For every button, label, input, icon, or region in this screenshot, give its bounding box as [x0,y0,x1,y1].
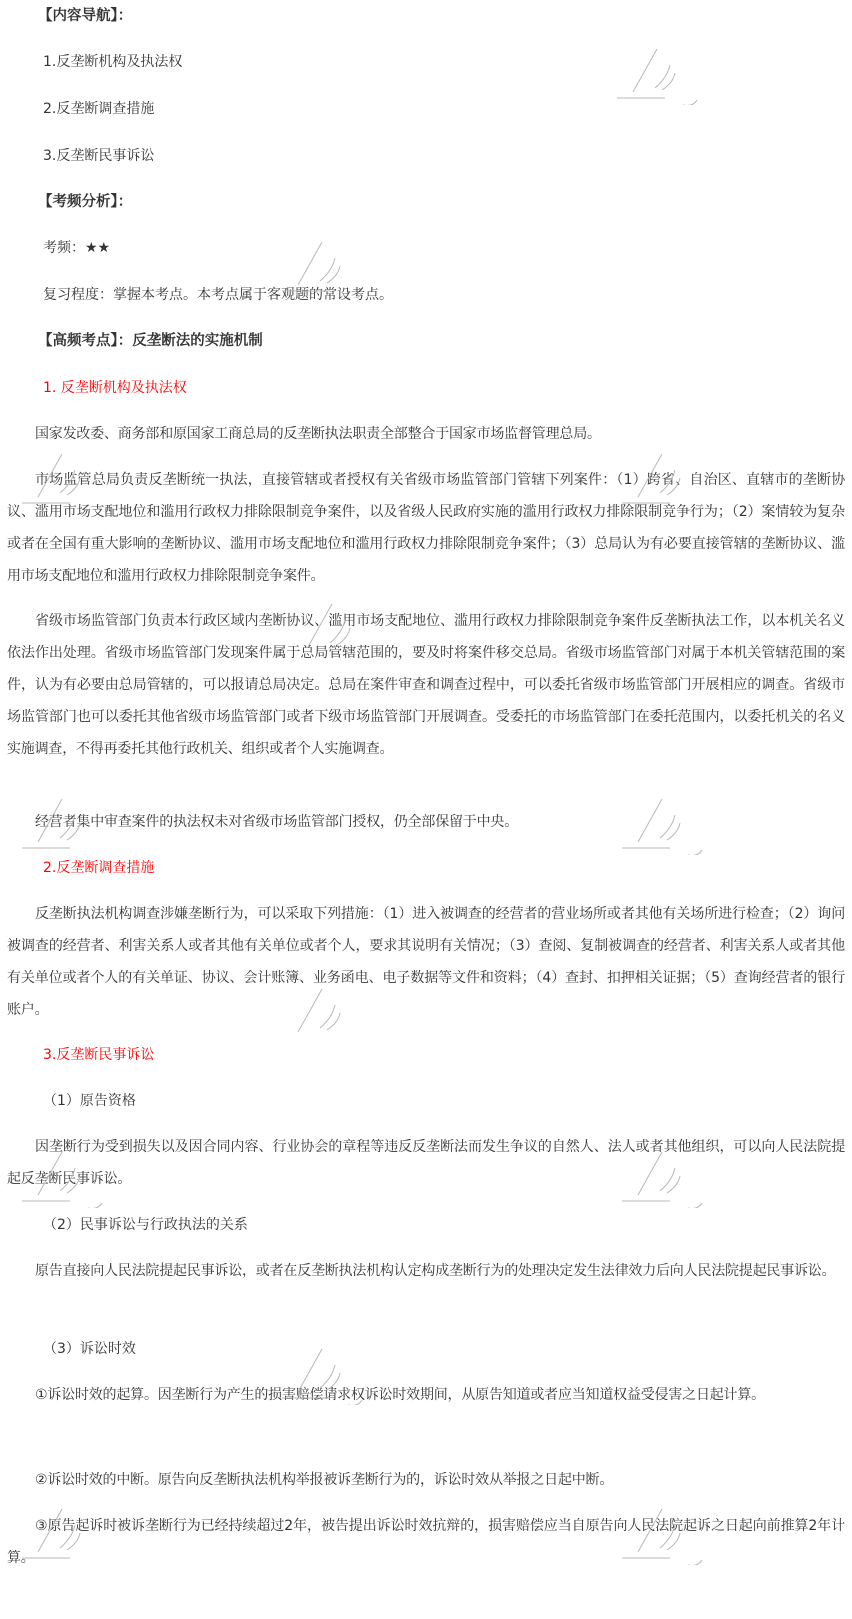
analysis-heading: 【考频分析】： [38,194,133,210]
nav-item-2: 2.反垄断调查措施 [43,101,155,117]
section-2-title: 2.反垄断调查措施 [43,860,155,876]
subsection-1-text: 因垄断行为受到损失以及因合同内容、行业协会的章程等违反反垄断法而发生争议的自然人、法人或者其他组织，可以向人民法院提起反垄断民事诉讼。 [7,1139,845,1187]
nav-item-1: 1.反垄断机构及执法权 [43,54,183,70]
subsection-3-item-1: ①诉讼时效的起算。因垄断行为产生的损害赔偿请求权诉讼时效期间，从原告知道或者应当知道权益受侵害之日起计算。 [35,1387,765,1403]
review-level: 复习程度：掌握本考点。本考点属于客观题的常设考点。 [43,287,393,303]
topic-heading: 【高频考点】：反垄断法的实施机制 [38,333,263,349]
section-1-title: 1. 反垄断机构及执法权 [43,380,187,396]
subsection-3-item-3: ③原告起诉时被诉垄断行为已经持续超过2年，被告提出诉讼时效抗辩的，损害赔偿应当自原告向人民法院起诉之日起向前推算2年计算。 [7,1518,845,1566]
section-1-paragraph-2: 市场监管总局负责反垄断统一执法，直接管辖或者授权有关省级市场监管部门管辖下列案件：（1）跨省、自治区、直辖市的垄断协议、滥用市场支配地位和滥用行政权力排除限制竞争案件，以及省级人民政府实施的滥用行政权力排除限制竞争行为；（2）案情较为复杂或者在全国有重大影响的垄断协议、滥用市场支配地位和滥用行政权力排除限制竞争案件；（3）总局认为有必要直接管辖的垄断协议、滥用市场支配地位和滥用行政权力排除限制竞争案件。 [7,472,845,584]
subsection-1-title: （1）原告资格 [43,1093,136,1109]
section-3-title: 3.反垄断民事诉讼 [43,1047,155,1063]
section-1-paragraph-4: 经营者集中审查案件的执法权未对省级市场监管部门授权，仍全部保留于中央。 [35,814,518,830]
exam-frequency: 考频：★★ [43,240,111,256]
subsection-2-title: （2）民事诉讼与行政执法的关系 [43,1217,248,1233]
subsection-2-text: 原告直接向人民法院提起民事诉讼，或者在反垄断执法机构认定构成垄断行为的处理决定发生法律效力后向人民法院提起民事诉讼。 [35,1263,836,1279]
section-2-paragraph-1: 反垄断执法机构调查涉嫌垄断行为，可以采取下列措施：（1）进入被调查的经营者的营业场所或者其他有关场所进行检查；（2）询问被调查的经营者、利害关系人或者其他有关单位或者个人，要求其说明有关情况；（3）查阅、复制被调查的经营者、利害关系人或者其他有关单位或者个人的有关单证、协议、会计账簿、业务函电、电子数据等文件和资料；（4）查封、扣押相关证据；（5）查询经营者的银行账户。 [7,906,845,1018]
subsection-3-title: （3）诉讼时效 [43,1341,136,1357]
section-1-paragraph-1: 国家发改委、商务部和原国家工商总局的反垄断执法职责全部整合于国家市场监督管理总局。 [35,426,601,442]
nav-item-3: 3.反垄断民事诉讼 [43,148,155,164]
subsection-3-item-2: ②诉讼时效的中断。原告向反垄断执法机构举报被诉垄断行为的，诉讼时效从举报之日起中断。 [35,1472,614,1488]
section-1-paragraph-3: 省级市场监管部门负责本行政区域内垄断协议、滥用市场支配地位、滥用行政权力排除限制竞争案件反垄断执法工作，以本机关名义依法作出处理。省级市场监管部门发现案件属于总局管辖范围的，要及时将案件移交总局。省级市场监管部门对属于本机关管辖范围的案件，认为有必要由总局管辖的，可以报请总局决定。总局在案件审查和调查过程中，可以委托省级市场监管部门开展相应的调查。省级市场监管部门也可以委托其他省级市场监管部门或者下级市场监管部门开展调查。受委托的市场监管部门在委托范围内，以委托机关的名义实施调查，不得再委托其他行政机关、组织或者个人实施调查。 [7,613,845,757]
nav-heading: 【内容导航】： [38,8,133,24]
